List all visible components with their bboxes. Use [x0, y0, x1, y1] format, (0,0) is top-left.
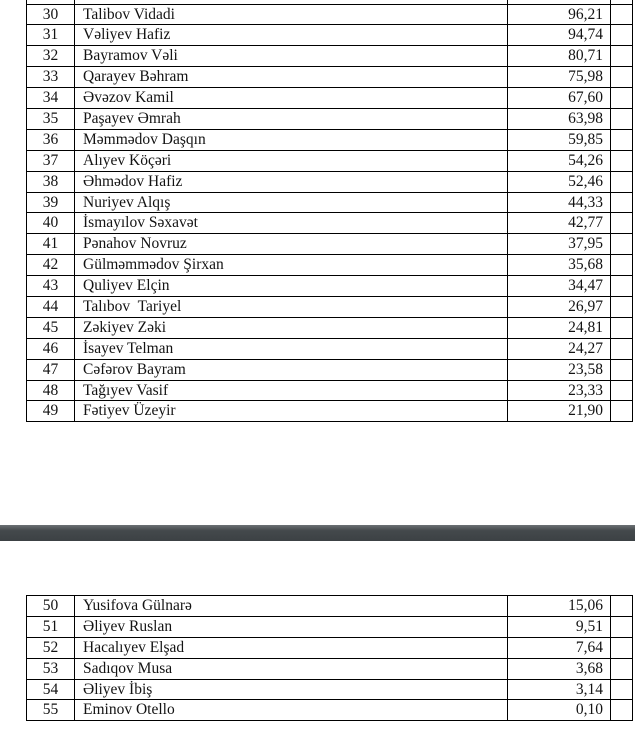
value-cell: 59,85 [508, 130, 611, 150]
rank-cell: 45 [27, 318, 75, 338]
name-cell: Alıyev Köçəri [75, 151, 508, 171]
spacer-cell [611, 172, 632, 192]
table-row [27, 638, 632, 659]
spacer-cell [611, 109, 632, 129]
spacer-cell [611, 638, 632, 658]
value-cell: 34,47 [508, 276, 611, 296]
spacer-cell [611, 255, 632, 275]
rank-cell: 34 [27, 88, 75, 108]
table-row [27, 255, 632, 276]
name-cell [75, 0, 508, 4]
rank-cell: 54 [27, 680, 75, 700]
rank-cell: 42 [27, 255, 75, 275]
value-cell: 75,98 [508, 67, 611, 87]
name-cell: Əhmədov Hafiz [75, 172, 508, 192]
table-row [27, 130, 632, 151]
value-cell: 63,98 [508, 109, 611, 129]
table-row [27, 25, 632, 46]
name-cell: Nuriyev Alqış [75, 193, 508, 213]
spacer-cell [611, 680, 632, 700]
value-cell: 26,97 [508, 297, 611, 317]
value-cell: 80,71 [508, 46, 611, 66]
rank-cell: 52 [27, 638, 75, 658]
name-cell: Pənahov Novruz [75, 234, 508, 254]
spacer-cell [611, 0, 632, 4]
rank-cell: 40 [27, 213, 75, 233]
name-cell: İsmayılov Səxavət [75, 213, 508, 233]
spacer-cell [611, 318, 632, 338]
spacer-cell [611, 659, 632, 679]
table-row [27, 67, 632, 88]
rank-cell: 55 [27, 700, 75, 720]
table-row [27, 172, 632, 193]
name-cell: Vəliyev Hafiz [75, 25, 508, 45]
name-cell: Paşayev Əmrah [75, 109, 508, 129]
table-row [27, 193, 632, 214]
rank-cell: 43 [27, 276, 75, 296]
spacer-cell [611, 700, 632, 720]
table-row [27, 617, 632, 638]
rank-cell: 30 [27, 5, 75, 25]
name-cell: Qarayev Bəhram [75, 67, 508, 87]
value-cell: 37,95 [508, 234, 611, 254]
rank-cell: 46 [27, 339, 75, 359]
table-row [27, 109, 632, 130]
table-row [27, 381, 632, 402]
name-cell: Zəkiyev Zəki [75, 318, 508, 338]
name-cell: Talıbov Tariyel [75, 297, 508, 317]
spacer-cell [611, 5, 632, 25]
table-row [27, 318, 632, 339]
rank-cell: 35 [27, 109, 75, 129]
spacer-cell [611, 213, 632, 233]
spacer-cell [611, 617, 632, 637]
rank-cell: 49 [27, 401, 75, 421]
name-cell: Məmmədov Daşqın [75, 130, 508, 150]
spacer-cell [611, 276, 632, 296]
value-cell: 67,60 [508, 88, 611, 108]
name-cell: Fətiyev Üzeyir [75, 401, 508, 421]
rank-cell: 41 [27, 234, 75, 254]
rank-cell: 37 [27, 151, 75, 171]
table-row [27, 88, 632, 109]
value-cell: 42,77 [508, 213, 611, 233]
value-cell: 3,14 [508, 680, 611, 700]
value-cell: 54,26 [508, 151, 611, 171]
name-cell: Cəfərov Bayram [75, 360, 508, 380]
results-table-page2 [26, 595, 633, 721]
rank-cell: 47 [27, 360, 75, 380]
rank-cell: 53 [27, 659, 75, 679]
rank-cell: 31 [27, 25, 75, 45]
rank-cell: 33 [27, 67, 75, 87]
value-cell: 44,33 [508, 193, 611, 213]
name-cell: Hacalıyev Elşad [75, 638, 508, 658]
table-row [27, 700, 632, 721]
spacer-cell [611, 130, 632, 150]
table-row [27, 213, 632, 234]
table-row [27, 659, 632, 680]
name-cell: Bayramov Vəli [75, 46, 508, 66]
spacer-cell [611, 297, 632, 317]
spacer-cell [611, 596, 632, 616]
rank-cell: 48 [27, 381, 75, 401]
spacer-cell [611, 151, 632, 171]
name-cell: Sadıqov Musa [75, 659, 508, 679]
name-cell: Əliyev Ruslan [75, 617, 508, 637]
rank-cell: 32 [27, 46, 75, 66]
table-row [27, 234, 632, 255]
value-cell: 9,51 [508, 617, 611, 637]
value-cell [508, 0, 611, 4]
spacer-cell [611, 401, 632, 421]
name-cell: Əliyev İbiş [75, 680, 508, 700]
value-cell: 3,68 [508, 659, 611, 679]
table-row [27, 401, 632, 422]
spacer-cell [611, 339, 632, 359]
rank-cell: 51 [27, 617, 75, 637]
spacer-cell [611, 67, 632, 87]
value-cell: 23,33 [508, 381, 611, 401]
spacer-cell [611, 46, 632, 66]
rank-cell [27, 0, 75, 4]
spacer-cell [611, 25, 632, 45]
table-row [27, 680, 632, 701]
rank-cell: 36 [27, 130, 75, 150]
rank-cell: 50 [27, 596, 75, 616]
rank-cell: 44 [27, 297, 75, 317]
name-cell: İsayev Telman [75, 339, 508, 359]
value-cell: 21,90 [508, 401, 611, 421]
value-cell: 52,46 [508, 172, 611, 192]
value-cell: 7,64 [508, 638, 611, 658]
value-cell: 96,21 [508, 5, 611, 25]
name-cell: Yusifova Gülnarə [75, 596, 508, 616]
name-cell: Tağıyev Vasif [75, 381, 508, 401]
value-cell: 94,74 [508, 25, 611, 45]
name-cell: Talibov Vidadi [75, 5, 508, 25]
table-row [27, 46, 632, 67]
name-cell: Quliyev Elçin [75, 276, 508, 296]
spacer-cell [611, 234, 632, 254]
spacer-cell [611, 381, 632, 401]
table-row [27, 5, 632, 26]
page-break-band [0, 525, 635, 541]
table-row [27, 276, 632, 297]
table-row [27, 360, 632, 381]
spacer-cell [611, 360, 632, 380]
value-cell: 15,06 [508, 596, 611, 616]
table-row [27, 596, 632, 617]
value-cell: 0,10 [508, 700, 611, 720]
value-cell: 35,68 [508, 255, 611, 275]
value-cell: 24,81 [508, 318, 611, 338]
table-row [27, 297, 632, 318]
results-table-page1 [26, 0, 633, 422]
value-cell: 23,58 [508, 360, 611, 380]
table-row [27, 339, 632, 360]
rank-cell: 39 [27, 193, 75, 213]
rank-cell: 38 [27, 172, 75, 192]
table-row [27, 151, 632, 172]
name-cell: Gülməmmədov Şirxan [75, 255, 508, 275]
spacer-cell [611, 88, 632, 108]
name-cell: Əvəzov Kamil [75, 88, 508, 108]
name-cell: Eminov Otello [75, 700, 508, 720]
spacer-cell [611, 193, 632, 213]
value-cell: 24,27 [508, 339, 611, 359]
